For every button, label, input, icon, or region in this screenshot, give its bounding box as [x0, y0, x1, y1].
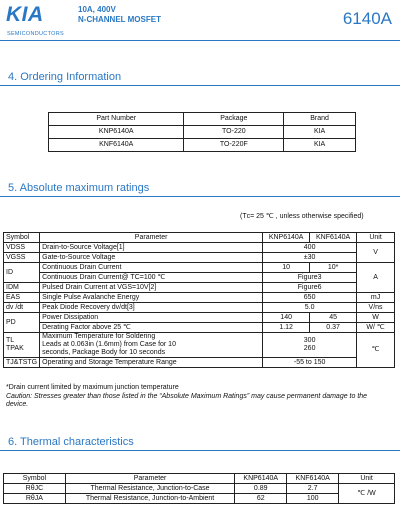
value-cell: 140: [263, 313, 310, 323]
parameter-cell: Single Pulse Avalanche Energy: [40, 293, 263, 303]
absmax-section-title: 5. Absolute maximum ratings: [8, 182, 150, 194]
caution-note: Caution: Stresses greater than those listed in the “Absolute Maximum Ratings” may cause permanent damage to the device.: [6, 393, 368, 408]
part-number-header: 6140A: [342, 9, 392, 28]
table-row: [4, 484, 395, 494]
value-cell: 0.89: [235, 484, 287, 494]
column-header: Symbol: [4, 233, 40, 243]
parameter-cell: Derating Factor above 25 ℃: [40, 323, 263, 333]
value-cell: 10*: [310, 263, 357, 273]
value-line: 260: [303, 345, 316, 352]
column-header: KNF6140A: [310, 233, 357, 243]
condition-note: (Tᴄ= 25 ℃ , unless otherwise specified): [240, 213, 364, 220]
ordering-table: [48, 112, 356, 152]
table-row: [4, 494, 395, 504]
unit-cell: V/ns: [357, 303, 395, 313]
symbol-line: TL: [6, 337, 15, 344]
table-cell: KIA: [284, 139, 356, 152]
thermal-section-title: 6. Thermal characteristics: [8, 436, 134, 448]
unit-cell: V: [357, 243, 395, 263]
parameter-cell: Continuous Drain Current@ TC=100 ℃: [40, 273, 263, 283]
table-cell: KNP6140A: [49, 126, 184, 139]
table-row: [4, 253, 395, 263]
table-row: [49, 113, 356, 126]
value-cell: 5.0: [263, 303, 357, 313]
table-cell: KIA: [284, 126, 356, 139]
thermal-divider: [0, 450, 400, 451]
symbol-cell: RθJA: [4, 494, 66, 504]
table-row: [4, 263, 395, 273]
value-cell: Figure6: [263, 283, 357, 293]
column-header: Brand: [284, 113, 356, 126]
parameter-cell: Power Dissipation: [40, 313, 263, 323]
symbol-cell: RθJC: [4, 484, 66, 494]
column-header: KNP6140A: [263, 233, 310, 243]
header-divider: [0, 40, 400, 41]
column-header: Symbol: [4, 474, 66, 484]
value-line: 300: [303, 337, 316, 344]
value-cell: -55 to 150: [263, 358, 357, 368]
symbol-cell: ID: [4, 263, 40, 283]
parameter-cell: Thermal Resistance, Junction-to-Ambient: [65, 494, 234, 504]
rating-header: 10A, 400V: [78, 5, 116, 14]
symbol-cell: EAS: [4, 293, 40, 303]
table-row: [4, 313, 395, 323]
company-logo-subtitle: SEMICONDUCTORS: [7, 31, 64, 37]
symbol-cell: dv /dt: [4, 303, 40, 313]
device-type-header: N-CHANNEL MOSFET: [78, 15, 161, 24]
value-cell: ±30: [263, 253, 357, 263]
table-row: [49, 139, 356, 152]
table-row: [4, 303, 395, 313]
table-row: [4, 283, 395, 293]
column-header: Parameter: [40, 233, 263, 243]
column-header: Part Number: [49, 113, 184, 126]
table-cell: KNF6140A: [49, 139, 184, 152]
table-row: [4, 358, 395, 368]
column-header: Parameter: [65, 474, 234, 484]
unit-cell: A: [357, 263, 395, 293]
table-row: [4, 243, 395, 253]
unit-cell: W/ ℃: [357, 323, 395, 333]
parameter-cell: Continuous Drain Current: [40, 263, 263, 273]
unit-cell: W: [357, 313, 395, 323]
value-cell: 1.12: [263, 323, 310, 333]
symbol-cell: VGSS: [4, 253, 40, 263]
value-cell: 45: [310, 313, 357, 323]
table-cell: TO-220: [184, 126, 284, 139]
unit-cell: ℃ /W: [339, 484, 395, 504]
value-cell: [263, 333, 357, 358]
symbol-cell: TJ&TSTG: [4, 358, 40, 368]
parameter-line: Maximum Temperature for Soldering: [42, 333, 156, 340]
table-row: [4, 323, 395, 333]
symbol-cell: PD: [4, 313, 40, 333]
column-header: Package: [184, 113, 284, 126]
ordering-section-title: 4. Ordering Information: [8, 71, 122, 83]
unit-cell: ℃: [357, 333, 395, 368]
parameter-cell: [40, 333, 263, 358]
parameter-cell: Gate-to-Source Voltage: [40, 253, 263, 263]
symbol-line: TPAK: [6, 345, 24, 352]
value-cell: 400: [263, 243, 357, 253]
parameter-cell: Drain-to-Source Voltage[1]: [40, 243, 263, 253]
parameter-cell: Pulsed Drain Current at VGS=10V[2]: [40, 283, 263, 293]
thermal-table: [3, 473, 395, 504]
table-row: [4, 474, 395, 484]
column-header: KNF6140A: [287, 474, 339, 484]
parameter-cell: Thermal Resistance, Junction-to-Case: [65, 484, 234, 494]
column-header: KNP6140A: [235, 474, 287, 484]
value-cell: 0.37: [310, 323, 357, 333]
unit-cell: mJ: [357, 293, 395, 303]
column-header: Unit: [339, 474, 395, 484]
drain-current-note: *Drain current limited by maximum junction temperature: [6, 384, 179, 391]
parameter-line: seconds, Package Body for 10 seconds: [42, 349, 166, 356]
table-row: [4, 333, 395, 358]
table-row: [4, 273, 395, 283]
table-row: [4, 293, 395, 303]
value-cell: 10: [263, 263, 310, 273]
symbol-cell: [4, 333, 40, 358]
absmax-table: [3, 232, 395, 368]
company-logo: KIA: [6, 3, 44, 26]
absmax-divider: [0, 196, 400, 197]
parameter-line: Leads at 0.063in (1.6mm) from Case for 10: [42, 341, 176, 348]
value-cell: 650: [263, 293, 357, 303]
parameter-cell: Peak Diode Recovery dv/dt[3]: [40, 303, 263, 313]
column-header: Unit: [357, 233, 395, 243]
table-row: [49, 126, 356, 139]
value-cell: 2.7: [287, 484, 339, 494]
value-cell: 62: [235, 494, 287, 504]
table-row: [4, 233, 395, 243]
symbol-cell: IDM: [4, 283, 40, 293]
parameter-cell: Operating and Storage Temperature Range: [40, 358, 263, 368]
value-cell: Figure3: [263, 273, 357, 283]
table-cell: TO-220F: [184, 139, 284, 152]
value-cell: 100: [287, 494, 339, 504]
symbol-cell: VDSS: [4, 243, 40, 253]
ordering-divider: [0, 85, 400, 86]
